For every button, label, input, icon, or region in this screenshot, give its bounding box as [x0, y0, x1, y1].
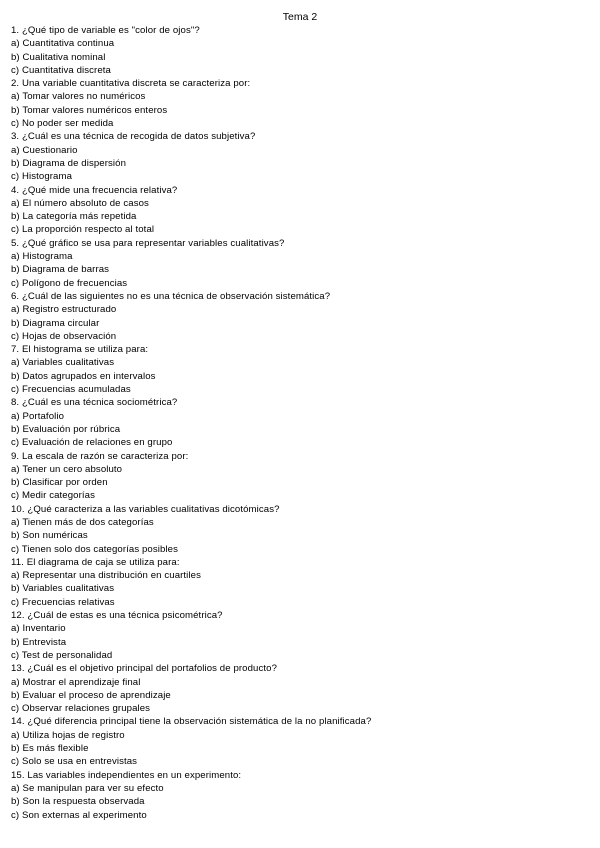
answer-option: b) Es más flexible — [11, 743, 89, 755]
answer-option: a) Inventario — [11, 623, 66, 635]
answer-option: c) Test de personalidad — [11, 649, 113, 661]
question-text: 13. ¿Cuál es el objetivo principal del portafolios de producto? — [11, 663, 278, 675]
answer-option: a) Representar una distribución en cuartiles — [11, 570, 201, 582]
answer-option: b) Diagrama de barras — [11, 264, 110, 276]
answer-option: a) Histograma — [11, 251, 73, 263]
question-text: 14. ¿Qué diferencia principal tiene la observación sistemática de la no planificada? — [11, 716, 372, 728]
answer-option: c) Son externas al experimento — [11, 809, 147, 821]
answer-option: a) Cuantitativa continua — [11, 38, 115, 50]
answer-option: b) Entrevista — [11, 636, 67, 648]
question-text: 3. ¿Cuál es una técnica de recogida de datos subjetiva? — [11, 131, 256, 143]
answer-option: c) Polígono de frecuencias — [11, 277, 128, 289]
answer-option: c) La proporción respecto al total — [11, 224, 155, 236]
answer-option: a) Cuestionario — [11, 144, 78, 156]
answer-option: a) Variables cualitativas — [11, 357, 115, 369]
answer-option: a) Tienen más de dos categorías — [11, 516, 154, 528]
answer-option: b) Son numéricas — [11, 530, 88, 542]
answer-option: a) Se manipulan para ver su efecto — [11, 782, 164, 794]
answer-option: a) Portafolio — [11, 410, 65, 422]
answer-option: c) Cuantitativa discreta — [11, 64, 111, 76]
question-list — [11, 24, 591, 822]
question-text: 11. El diagrama de caja se utiliza para: — [11, 556, 180, 568]
answer-option: b) Clasificar por orden — [11, 477, 108, 489]
answer-option: b) Evaluación por rúbrica — [11, 423, 121, 435]
answer-option: c) Hojas de observación — [11, 330, 117, 342]
question-text: 5. ¿Qué gráfico se usa para representar variables cualitativas? — [11, 237, 285, 249]
question-text: 10. ¿Qué caracteriza a las variables cualitativas dicotómicas? — [11, 503, 280, 515]
answer-option: b) La categoría más repetida — [11, 211, 137, 223]
answer-option: a) Tener un cero absoluto — [11, 463, 123, 475]
answer-option: c) Solo se usa en entrevistas — [11, 756, 138, 768]
question-text: 2. Una variable cuantitativa discreta se caracteriza por: — [11, 78, 251, 90]
answer-option: b) Cualitativa nominal — [11, 51, 106, 63]
question-text: 8. ¿Cuál es una técnica sociométrica? — [11, 397, 178, 409]
answer-option: b) Diagrama circular — [11, 317, 100, 329]
answer-option: b) Son la respuesta observada — [11, 796, 145, 808]
answer-option: b) Tomar valores numéricos enteros — [11, 104, 168, 116]
answer-option: c) Histograma — [11, 171, 73, 183]
answer-option: a) El número absoluto de casos — [11, 197, 149, 209]
question-text: 15. Las variables independientes en un experimento: — [11, 769, 242, 781]
answer-option: c) Observar relaciones grupales — [11, 703, 151, 715]
question-text: 7. El histograma se utiliza para: — [11, 344, 149, 356]
question-text: 12. ¿Cuál de estas es una técnica psicométrica? — [11, 610, 223, 622]
question-text: 9. La escala de razón se caracteriza por: — [11, 450, 189, 462]
answer-option: b) Diagrama de dispersión — [11, 157, 127, 169]
answer-option: a) Tomar valores no numéricos — [11, 91, 146, 103]
answer-option: a) Registro estructurado — [11, 304, 117, 316]
answer-option: c) No poder ser medida — [11, 118, 114, 130]
answer-option: c) Frecuencias relativas — [11, 596, 115, 608]
answer-option: b) Evaluar el proceso de aprendizaje — [11, 689, 171, 701]
answer-option: a) Mostrar el aprendizaje final — [11, 676, 141, 688]
answer-option: a) Utiliza hojas de registro — [11, 729, 125, 741]
answer-option: c) Evaluación de relaciones en grupo — [11, 437, 173, 449]
question-text: 4. ¿Qué mide una frecuencia relativa? — [11, 184, 178, 196]
answer-option: c) Tienen solo dos categorías posibles — [11, 543, 178, 555]
document-title: Tema 2 — [282, 11, 318, 23]
answer-option: c) Frecuencias acumuladas — [11, 384, 131, 396]
answer-option: b) Datos agrupados en intervalos — [11, 370, 156, 382]
question-text: 1. ¿Qué tipo de variable es "color de ojos"? — [11, 25, 200, 36]
answer-option: b) Variables cualitativas — [11, 583, 115, 595]
answer-option: c) Medir categorías — [11, 490, 96, 502]
question-text: 6. ¿Cuál de las siguientes no es una técnica de observación sistemática? — [11, 290, 331, 302]
